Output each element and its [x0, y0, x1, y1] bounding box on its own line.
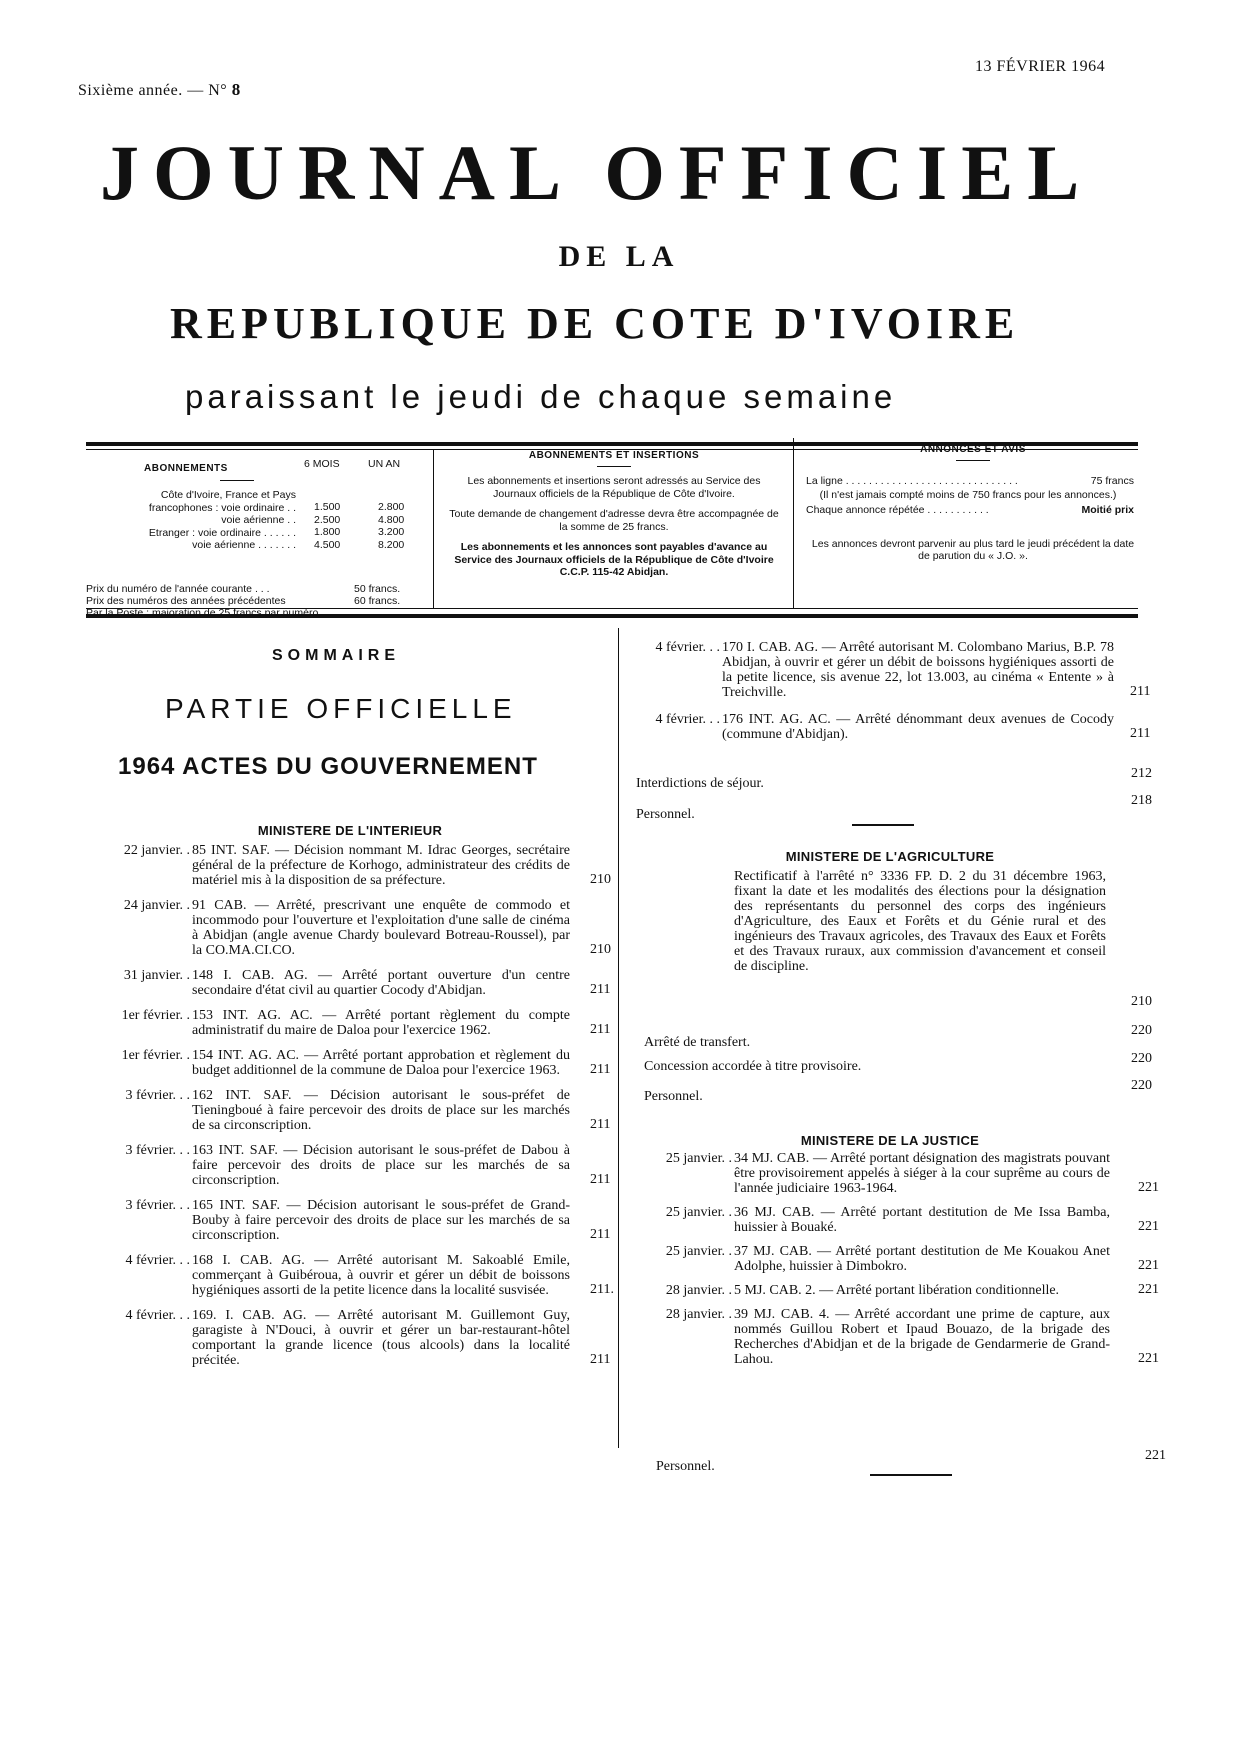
partie-officielle: PARTIE OFFICIELLE [165, 693, 517, 724]
ministere-agriculture-title: MINISTERE DE L'AGRICULTURE [785, 849, 995, 864]
price-label: Prix des numéros des années précédentes [86, 595, 286, 607]
separator [852, 824, 914, 826]
abonnements-title: ABONNEMENTS [144, 463, 228, 474]
insertions-p1: Les abonnements et insertions seront adressés au Service des Journaux officiels de la République de Côte d'Ivoire. [467, 475, 761, 500]
entry-page: 221 [1138, 1351, 1159, 1366]
concession-label: Concession accordée à titre provisoire. [644, 1059, 862, 1074]
entry-page: 211 [590, 1117, 611, 1132]
toc-entry [78, 843, 618, 888]
box-divider-1 [433, 450, 434, 608]
toc-entry [628, 640, 1151, 700]
entry-text: 85 INT. SAF. — Décision nommant M. Idrac Georges, secrétaire général de la préfecture de Korhogo, administrateur des crédits de matériel mis à la disposition de sa préfecture. [192, 843, 570, 888]
toc-entry [640, 1205, 1170, 1235]
rate-value: 2.500 [314, 513, 341, 526]
entry-text: 153 INT. AG. AC. — Arrêté portant règlement du compte administratif du maire de Daloa pour l'exercice 1962. [192, 1008, 570, 1038]
price-label: Par la Poste : majoration de 25 francs par numéro. [86, 607, 322, 619]
box-divider-2 [793, 438, 794, 608]
entry-text: 37 MJ. CAB. — Arrêté portant destitution de Me Kouakou Anet Adolphe, huissier à Dimbokro. [734, 1244, 1110, 1274]
abonnements-box [86, 458, 426, 625]
entry-date: 25 janvier. . [665, 1244, 732, 1259]
title-underline [597, 466, 631, 467]
entry-page: 211 [590, 1172, 611, 1187]
entry-text: 154 INT. AG. AC. — Arrêté portant approbation et règlement du budget additionnel de la commune de Daloa pour l'exercice 1963. [192, 1048, 570, 1078]
rectificatif-text: Rectificatif à l'arrêté n° 3336 FP. D. 2 du 31 décembre 1963, fixant la date et les modalités des élections pour la désignation des représentants du personnel des corps des ingénieurs d'Agriculture, des Eaux et Forêts et du Génie rural et des ingénieurs des Travaux agricoles, des Travaux des Eaux et Forêts et des Travaux ruraux, aux commission d'avancement et conseil de discipline. [734, 869, 1106, 974]
publication-frequency: paraissant le jeudi de chaque semaine [185, 378, 897, 415]
entry-date: 4 février. . . [655, 640, 720, 655]
toc-entry [640, 1151, 1170, 1196]
title-underline [220, 480, 254, 481]
entry-text: 169. I. CAB. AG. — Arrêté autorisant M. Guillemont Guy, garagiste à N'Douci, à ouvrir et gérer un bar-restaurant-hôtel comportant la grande licence (tous alcools) dans la localité précitée. [192, 1308, 570, 1368]
entry-date: 28 janvier. . [665, 1307, 732, 1322]
entry-page: 221 [1138, 1282, 1159, 1297]
toc-entry [640, 1244, 1170, 1274]
entry-text: 163 INT. SAF. — Décision autorisant le sous-préfet de Dabou à faire percevoir des droits de place sur les marchés de sa circonscription. [192, 1143, 570, 1188]
entry-date: 3 février. . . [125, 1143, 190, 1158]
toc-entry [78, 1048, 618, 1078]
personnel-page: 218 [1131, 793, 1152, 808]
insertions-p3: Les abonnements et les annonces sont payables d'avance au Service des Journaux officiels de la République de Côte d'Ivoire C.C.P. 115-42 Abidjan. [454, 541, 774, 578]
column-divider [618, 628, 619, 1448]
entry-date: 24 janvier. . [123, 898, 190, 913]
entry-page: 221 [1138, 1258, 1159, 1273]
rate-value: 1.800 [314, 526, 341, 538]
entry-text: 165 INT. SAF. — Décision autorisant le sous-préfet de Grand-Bouby à faire percevoir des droits de place sur les marchés de sa circonscription. [192, 1198, 570, 1243]
toc-entry [78, 1088, 618, 1133]
transfert-label: Arrêté de transfert. [644, 1035, 751, 1050]
toc-entry [78, 1008, 618, 1038]
toc-entry [78, 898, 618, 958]
entry-page: 210 [590, 872, 611, 887]
insertions-p2: Toute demande de changement d'adresse devra être accompagnée de la somme de 25 francs. [449, 508, 779, 533]
repetee-value: Moitié prix [1081, 503, 1134, 516]
issue-number: 8 [231, 80, 241, 99]
annonces-box [806, 444, 1140, 563]
entry-page: 221 [1138, 1219, 1159, 1234]
entry-page: 211. [590, 1282, 614, 1297]
entry-text: 176 INT. AG. AC. — Arrêté dénommant deux avenues de Cocody (commune d'Abidjan). [722, 712, 1114, 742]
masthead-title: JOURNAL OFFICIEL [100, 129, 1094, 216]
issue-date: 13 FÉVRIER 1964 [975, 58, 1106, 75]
year-label: Sixième année. — N° [78, 82, 228, 99]
personnel-label: Personnel. [636, 807, 695, 822]
rate-value: 2.800 [378, 501, 405, 513]
entry-date: 4 février. . . [655, 712, 720, 727]
ligne-value: 75 francs [1087, 475, 1134, 488]
rate-label: voie aérienne . . [221, 514, 296, 526]
rate-label: Etranger : voie ordinaire . . . . . . [148, 526, 296, 539]
annonces-delai: Les annonces devront parvenir au plus tard le jeudi précédent la date de parution du « J.O. ». [811, 537, 1135, 562]
rate-value: 3.200 [378, 526, 405, 538]
entry-date: 3 février. . . [125, 1088, 190, 1103]
entry-page: 211 [590, 982, 611, 997]
toc-entry [78, 968, 618, 998]
entry-page: 211 [1130, 726, 1151, 741]
transfert-page: 220 [1131, 1023, 1152, 1038]
entry-text: 170 I. CAB. AG. — Arrêté autorisant M. Colombano Marius, B.P. 78 Abidjan, à ouvrir et gérer un débit de boissons hygiéniques assorti de la petite licence, sis avenue 22, lot 13.003, au cinéma « Entente » à Treichville. [722, 640, 1114, 700]
annonces-title: ANNONCES ET AVIS [920, 444, 1026, 455]
col-6mois: 6 MOIS [304, 458, 340, 470]
rate-value: 1.500 [314, 501, 341, 513]
toc-entry [78, 1308, 618, 1368]
entry-date: 3 février. . . [125, 1198, 190, 1213]
entry-text: 91 CAB. — Arrêté, prescrivant une enquête de commodo et incommodo pour l'ouverture et l'exploitation d'une salle de cinéma à Abidjan (angle avenue Chardy boulevard Botreau-Roussel), par la CO.MA.CI.CO. [192, 898, 570, 958]
toc-entry [78, 1253, 618, 1298]
interdictions-label: Interdictions de séjour. [636, 776, 764, 791]
interieur-cont-list [628, 640, 1151, 754]
entry-date: 28 janvier. . [665, 1283, 732, 1298]
entry-text: 162 INT. SAF. — Décision autorisant le sous-préfet de Tieningboué à faire percevoir des droits de place sur les marchés de sa circonscription. [192, 1088, 570, 1133]
masthead-de-la: DE LA [558, 240, 680, 273]
ministere-interieur-title: MINISTERE DE L'INTERIEUR [257, 823, 443, 838]
entry-date: 1er février. . [121, 1008, 190, 1023]
concession-page: 220 [1131, 1051, 1152, 1066]
toc-entry [78, 1198, 618, 1243]
entry-text: 34 MJ. CAB. — Arrêté portant désignation des magistrats pouvant être provisoirement appelés à siéger à la cour suprême au cours de l'année judiciaire 1963-1964. [734, 1151, 1110, 1196]
entry-date: 25 janvier. . [665, 1151, 732, 1166]
rate-label: Côte d'Ivoire, France et Pays [160, 489, 296, 501]
interdictions-page: 212 [1131, 766, 1152, 781]
issue-year-label [78, 80, 241, 100]
entry-page: 211 [590, 1352, 611, 1367]
rate-value: 4.500 [314, 538, 341, 551]
actes-gouvernement: 1964 ACTES DU GOUVERNEMENT [118, 753, 538, 780]
repetee-label: Chaque annonce répétée . . . . . . . . . . . [806, 503, 989, 516]
entry-date: 4 février. . . [125, 1308, 190, 1323]
rate-label: voie aérienne . . . . . . . [192, 539, 296, 551]
personnel-label: Personnel. [644, 1089, 703, 1104]
price-value: 60 francs. [354, 595, 401, 607]
entry-page: 221 [1138, 1180, 1159, 1195]
personnel-page: 220 [1131, 1078, 1152, 1093]
interieur-list [78, 843, 618, 1378]
entry-date: 31 janvier. . [123, 968, 190, 983]
entry-text: 36 MJ. CAB. — Arrêté portant destitution de Me Issa Bamba, huissier à Bouaké. [734, 1205, 1110, 1235]
col-1an: UN AN [368, 458, 401, 470]
toc-entry [628, 712, 1151, 742]
rate-label: francophones : voie ordinaire . . [148, 501, 296, 514]
entry-date: 25 janvier. . [665, 1205, 732, 1220]
rate-value: 4.800 [378, 513, 405, 526]
entry-text: 5 MJ. CAB. 2. — Arrêté portant libération conditionnelle. [734, 1283, 1060, 1298]
toc-entry [78, 1143, 618, 1188]
rectificatif-page: 210 [1131, 994, 1152, 1009]
sommaire-title: SOMMAIRE [272, 647, 400, 664]
entry-date: 1er février. . [121, 1048, 190, 1063]
entry-page: 211 [590, 1022, 611, 1037]
price-label: Prix du numéro de l'année courante . . . [86, 583, 270, 595]
title-underline [956, 460, 990, 461]
insertions-title: ABONNEMENTS ET INSERTIONS [528, 450, 700, 461]
entry-page: 211 [590, 1062, 611, 1077]
toc-entry [640, 1283, 1170, 1298]
ministere-justice-title: MINISTERE DE LA JUSTICE [800, 1133, 980, 1148]
entry-date: 4 février. . . [125, 1253, 190, 1268]
entry-text: 39 MJ. CAB. 4. — Arrêté accordant une prime de capture, aux nommés Guillou Robert et Ipaud Bouazo, de la brigade des Recherches d'Abidjan et de la brigade de Gendarmerie de Grand-Lahou. [734, 1307, 1110, 1367]
price-value: 50 francs. [354, 583, 401, 595]
ligne-label: La ligne . . . . . . . . . . . . . . . . . . . . . . . . . . . . . . [806, 475, 1018, 487]
ligne-note: (Il n'est jamais compté moins de 750 francs pour les annonces.) [819, 489, 1117, 501]
separator [870, 1474, 952, 1476]
masthead-republique: REPUBLIQUE DE COTE D'IVOIRE [170, 299, 1020, 348]
insertions-box [446, 450, 782, 579]
personnel-label: Personnel. [656, 1459, 715, 1474]
rate-value: 8.200 [378, 538, 405, 551]
entry-text: 148 I. CAB. AG. — Arrêté portant ouverture d'un centre secondaire d'état civil au quartier Cocody d'Abidjan. [192, 968, 570, 998]
toc-entry [640, 1307, 1170, 1367]
entry-text: 168 I. CAB. AG. — Arrêté autorisant M. Sakoablé Emile, commerçant à Guibéroua, à ouvrir et gérer un débit de boissons hygiéniques assorti de la petite licence dans la localité susvisée. [192, 1253, 570, 1298]
entry-page: 210 [590, 942, 611, 957]
entry-page: 211 [590, 1227, 611, 1242]
entry-page: 211 [1130, 684, 1151, 699]
justice-list [640, 1151, 1170, 1376]
personnel-page: 221 [1145, 1448, 1166, 1463]
entry-date: 22 janvier. . [123, 843, 190, 858]
